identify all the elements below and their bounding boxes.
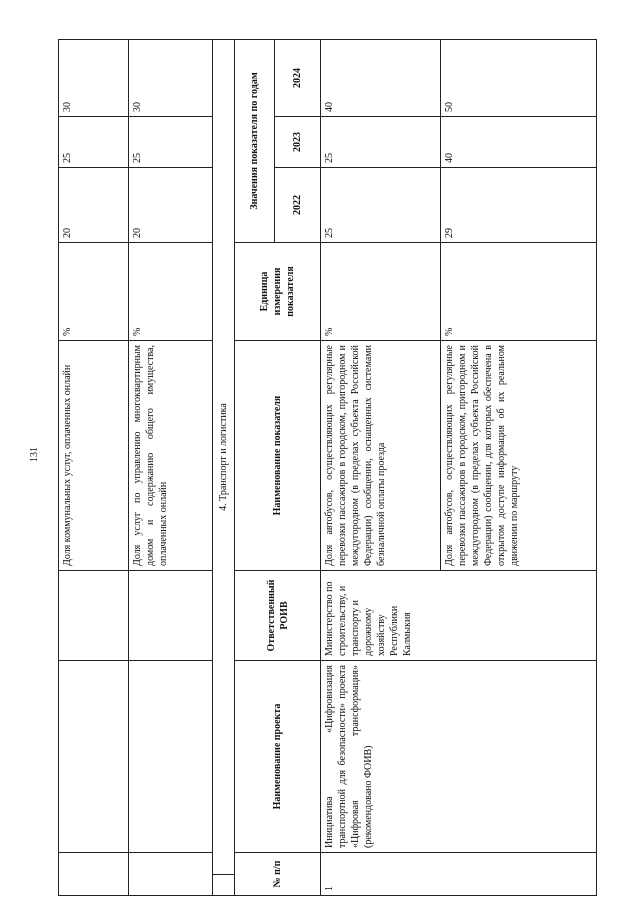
value-2024-cell: 50 (441, 40, 597, 117)
header-roiv: Ответственный РОИВ (235, 571, 321, 661)
value-2022-cell: 25 (321, 168, 441, 243)
table-row (321, 40, 441, 896)
unit-cell: % (129, 243, 213, 341)
value-2023-cell: 40 (441, 117, 597, 168)
empty-cell (129, 853, 213, 896)
value-2023-cell: 25 (59, 117, 129, 168)
value-2024-cell: 30 (59, 40, 129, 117)
empty-cell (59, 571, 129, 661)
table-row (129, 40, 213, 896)
value-2022-cell: 20 (59, 168, 129, 243)
value-2022-cell: 29 (441, 168, 597, 243)
value-2022-cell: 20 (129, 168, 213, 243)
section-title: 4. Транспорт и логистика (213, 40, 235, 875)
header-project: Наименование проекта (235, 661, 321, 853)
table-row (59, 40, 129, 896)
header-year-2024: 2024 (275, 40, 321, 117)
header-num: № п/п (235, 853, 321, 896)
indicator-cell: Доля коммунальных услуг, оплаченных онлайн (59, 341, 129, 571)
rotated-table-wrapper (58, 40, 596, 896)
project-number: 1 (321, 853, 597, 896)
empty-cell (213, 875, 235, 896)
indicator-cell: Доля автобусов, осуществляющих регулярные перевозки пассажиров в городском, пригородном и междугородном (в пределах субъекта Российской Федерации) сообщении, оснащенных системами безналичной оплаты проезда (321, 341, 441, 571)
indicators-table (58, 39, 597, 896)
section-row (213, 40, 235, 896)
empty-cell (59, 853, 129, 896)
empty-cell (129, 571, 213, 661)
unit-cell: % (321, 243, 441, 341)
page-number: 131 (29, 447, 40, 462)
header-year-2022: 2022 (275, 168, 321, 243)
indicator-cell: Доля услуг по управлению многоквартирным домом и содержанию общего имущества, оплаченных онлайн (129, 341, 213, 571)
header-year-2023: 2023 (275, 117, 321, 168)
header-row (235, 40, 275, 896)
value-2023-cell: 25 (129, 117, 213, 168)
unit-cell: % (59, 243, 129, 341)
empty-cell (59, 661, 129, 853)
header-indicator: Наименование показателя (235, 341, 321, 571)
unit-cell: % (441, 243, 597, 341)
header-unit: Единица измерения показателя (235, 243, 321, 341)
value-2024-cell: 40 (321, 40, 441, 117)
empty-cell (129, 661, 213, 853)
value-2023-cell: 25 (321, 117, 441, 168)
indicator-cell: Доля автобусов, осуществляющих регулярные перевозки пассажиров в городском, пригородном и междугородном (в пределах субъекта Российской Федерации) сообщении, для которых обеспечена в открытом доступе информация об их реальном движении по маршруту (441, 341, 597, 571)
project-name: Инициатива «Цифровизация транспортной для безопасности» проекта «Цифровая трансформация» (рекомендовано ФОИВ) (321, 661, 597, 853)
value-2024-cell: 30 (129, 40, 213, 117)
header-values: Значения показателя по годам (235, 40, 275, 243)
project-roiv: Министерство по строительству, и транспорту и дорожному хозяйству Республики Калмыкия (321, 571, 597, 661)
